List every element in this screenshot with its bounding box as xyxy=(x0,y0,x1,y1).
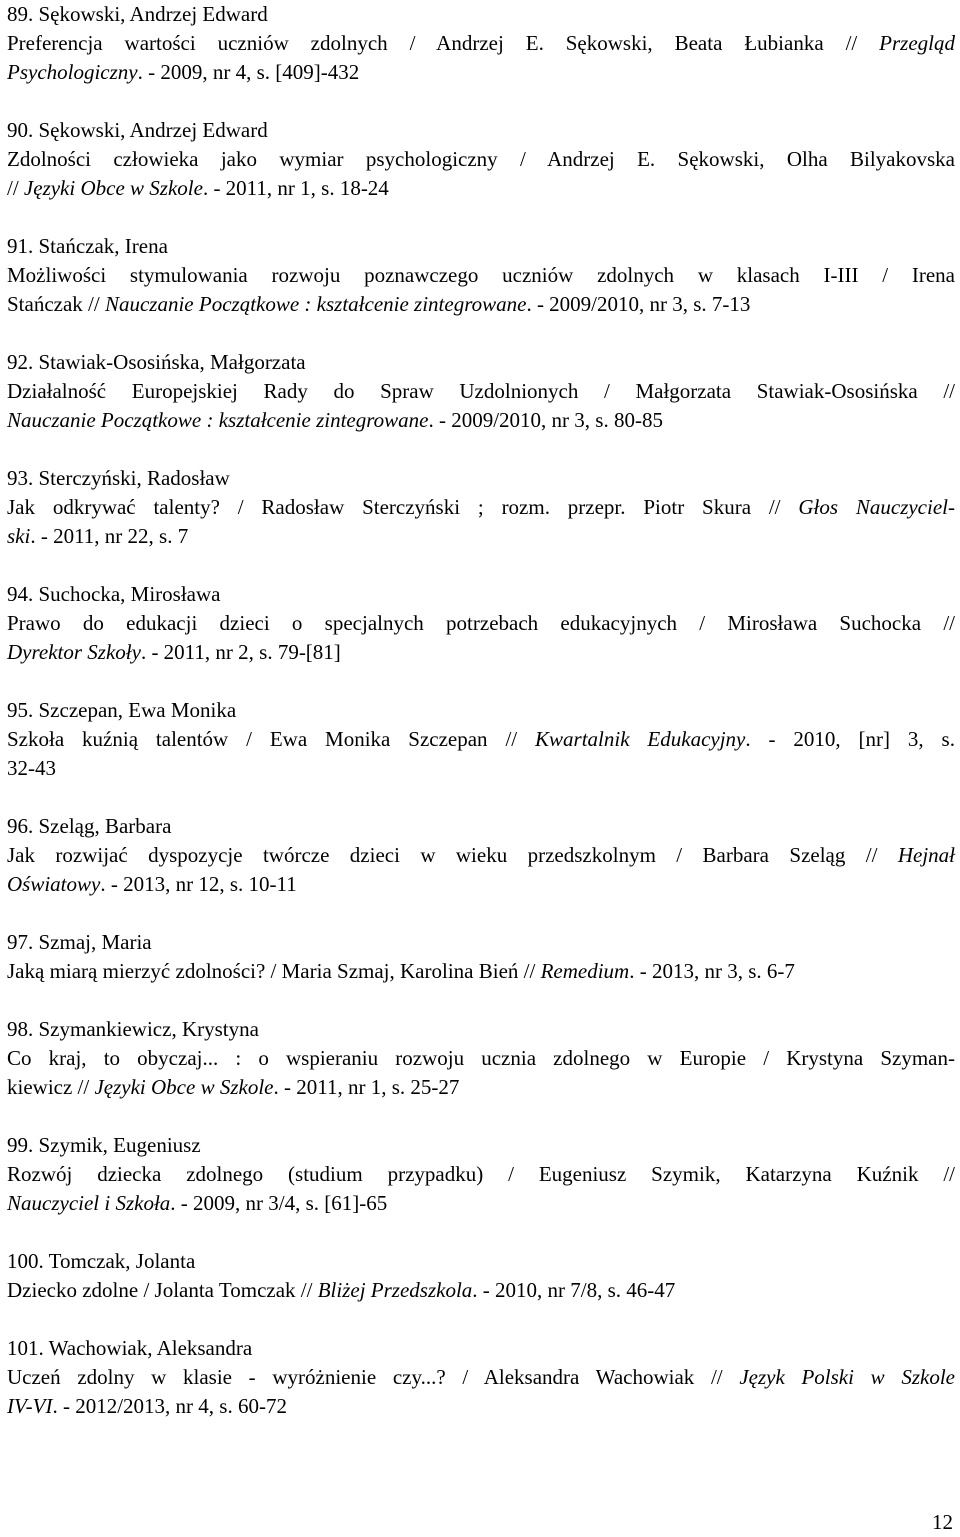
entry-text-line xyxy=(7,174,955,203)
entry-text-line xyxy=(7,58,955,87)
entry-text: Stańczak // xyxy=(7,292,105,316)
entry-text: . - 2010, nr 7/8, s. 46-47 xyxy=(472,1278,676,1302)
entry-text: Rozwój dziecka zdolnego (studium przypadku) / Eugeniusz Szymik, Katarzyna Kuźnik // xyxy=(7,1162,955,1186)
entry-text: Jaką miarą mierzyć zdolności? / Maria Szmaj, Karolina Bień // xyxy=(7,959,541,983)
entry-text-line xyxy=(7,1073,955,1102)
entry-text-line xyxy=(7,1363,955,1392)
entry-text-line xyxy=(7,609,955,638)
entry-heading: 96. Szeląg, Barbara xyxy=(7,814,172,838)
entry-text-line xyxy=(7,1392,955,1421)
entry-text-line xyxy=(7,290,955,319)
entry-text: Zdolności człowieka jako wymiar psychologiczny / Andrzej E. Sękowski, Olha Bilyakovska xyxy=(7,147,955,171)
entry-heading: 100. Tomczak, Jolanta xyxy=(7,1249,196,1273)
journal-title: Bliżej Przedszkola xyxy=(317,1278,473,1302)
entry-text-line xyxy=(7,1160,955,1189)
entry-text-line xyxy=(7,870,955,899)
entry-text: . - 2013, nr 3, s. 6-7 xyxy=(629,959,795,983)
journal-title: Nauczyciel i Szkoła xyxy=(7,1191,171,1215)
journal-title: Języki Obce w Szkole xyxy=(23,176,203,200)
bibliography-entry xyxy=(7,348,955,435)
entry-text-line xyxy=(7,638,955,667)
entry-text: Co kraj, to obyczaj... : o wspieraniu rozwoju ucznia zdolnego w Europie / Krystyna Szyman- xyxy=(7,1046,955,1070)
entry-text: Prawo do edukacji dzieci o specjalnych potrzebach edukacyjnych / Mirosława Suchocka // xyxy=(7,611,955,635)
bibliography-entry xyxy=(7,1334,955,1421)
bibliography-entry xyxy=(7,1131,955,1218)
journal-title: Oświatowy xyxy=(7,872,101,896)
entry-text-line xyxy=(7,1276,955,1305)
entry-text-line xyxy=(7,725,955,754)
entry-text: . - 2009/2010, nr 3, s. 7-13 xyxy=(526,292,751,316)
journal-title: Hejnał xyxy=(897,843,955,867)
entry-text: Dziecko zdolne / Jolanta Tomczak // xyxy=(7,1278,318,1302)
entry-text-line xyxy=(7,29,955,58)
entry-text: . - 2012/2013, nr 4, s. 60-72 xyxy=(52,1394,287,1418)
entry-text-line xyxy=(7,522,955,551)
entry-text: . - 2009, nr 3/4, s. [61]-65 xyxy=(170,1191,388,1215)
journal-title: Remedium xyxy=(540,959,630,983)
entry-text: . - 2011, nr 22, s. 7 xyxy=(30,524,189,548)
entry-text: kiewicz // xyxy=(7,1075,95,1099)
entry-text: Możliwości stymulowania rozwoju poznawczego uczniów zdolnych w klasach I-III / Irena xyxy=(7,263,955,287)
entry-text: // xyxy=(7,176,24,200)
bibliography-entry xyxy=(7,464,955,551)
entry-heading: 90. Sękowski, Andrzej Edward xyxy=(7,118,268,142)
journal-title: Nauczanie Początkowe : kształcenie zintegrowane xyxy=(7,408,429,432)
entry-heading: 99. Szymik, Eugeniusz xyxy=(7,1133,201,1157)
entry-text: . - 2010, [nr] 3, s. xyxy=(745,727,955,751)
bibliography-entry xyxy=(7,1015,955,1102)
entry-text-line xyxy=(7,493,955,522)
bibliography-entry xyxy=(7,116,955,203)
entry-text: . - 2011, nr 1, s. 18-24 xyxy=(202,176,389,200)
journal-title: Język Polski w Szkole xyxy=(739,1365,955,1389)
entry-text: Jak odkrywać talenty? / Radosław Sterczyński ; rozm. przepr. Piotr Skura // xyxy=(7,495,799,519)
journal-title: Psychologiczny xyxy=(7,60,138,84)
entry-text: 32-43 xyxy=(7,756,56,780)
entry-text: . - 2013, nr 12, s. 10-11 xyxy=(100,872,297,896)
entry-heading: 94. Suchocka, Mirosława xyxy=(7,582,221,606)
entry-text: . - 2011, nr 1, s. 25-27 xyxy=(273,1075,460,1099)
page-number: 12 xyxy=(932,1510,953,1534)
entry-text: Jak rozwijać dyspozycje twórcze dzieci w wieku przedszkolnym / Barbara Szeląg // xyxy=(7,843,898,867)
entry-heading: 93. Sterczyński, Radosław xyxy=(7,466,230,490)
journal-title: IV-VI xyxy=(7,1394,53,1418)
bibliography-entry xyxy=(7,928,955,986)
bibliography-entry xyxy=(7,232,955,319)
bibliography-entry xyxy=(7,696,955,783)
entry-heading: 91. Stańczak, Irena xyxy=(7,234,168,258)
bibliography-page xyxy=(7,0,955,1450)
entry-heading: 92. Stawiak-Ososińska, Małgorzata xyxy=(7,350,306,374)
journal-title: Nauczanie Początkowe : kształcenie zintegrowane xyxy=(104,292,527,316)
entry-text: . - 2009, nr 4, s. [409]-432 xyxy=(137,60,360,84)
entry-heading: 101. Wachowiak, Aleksandra xyxy=(7,1336,253,1360)
journal-title: Głos Nauczyciel- xyxy=(798,495,955,519)
journal-title: Języki Obce w Szkole xyxy=(94,1075,274,1099)
entry-text: . - 2011, nr 2, s. 79-[81] xyxy=(140,640,341,664)
entry-text: . - 2009/2010, nr 3, s. 80-85 xyxy=(428,408,663,432)
entry-text-line xyxy=(7,406,955,435)
journal-title: Przegląd xyxy=(879,31,955,55)
entry-text-line xyxy=(7,841,955,870)
entry-heading: 97. Szmaj, Maria xyxy=(7,930,152,954)
entry-text-line xyxy=(7,957,955,986)
journal-title: Kwartalnik Edukacyjny xyxy=(535,727,746,751)
entry-heading: 89. Sękowski, Andrzej Edward xyxy=(7,2,268,26)
entry-text-line xyxy=(7,754,955,783)
journal-title: ski xyxy=(7,524,31,548)
entry-heading: 95. Szczepan, Ewa Monika xyxy=(7,698,237,722)
entry-text-line xyxy=(7,1189,955,1218)
bibliography-entry xyxy=(7,0,955,87)
entry-text: Uczeń zdolny w klasie - wyróżnienie czy...? / Aleksandra Wachowiak // xyxy=(7,1365,740,1389)
entry-text-line xyxy=(7,1044,955,1073)
bibliography-entry xyxy=(7,1247,955,1305)
bibliography-entry xyxy=(7,580,955,667)
entry-text-line xyxy=(7,145,955,174)
entry-text-line xyxy=(7,261,955,290)
bibliography-entry xyxy=(7,812,955,899)
entry-text: Działalność Europejskiej Rady do Spraw Uzdolnionych / Małgorzata Stawiak-Ososińska // xyxy=(7,379,955,403)
entry-text: Preferencja wartości uczniów zdolnych / Andrzej E. Sękowski, Beata Łubianka // xyxy=(7,31,880,55)
entry-heading: 98. Szymankiewicz, Krystyna xyxy=(7,1017,259,1041)
entry-text: Szkoła kuźnią talentów / Ewa Monika Szczepan // xyxy=(7,727,536,751)
entry-text-line xyxy=(7,377,955,406)
journal-title: Dyrektor Szkoły xyxy=(7,640,141,664)
